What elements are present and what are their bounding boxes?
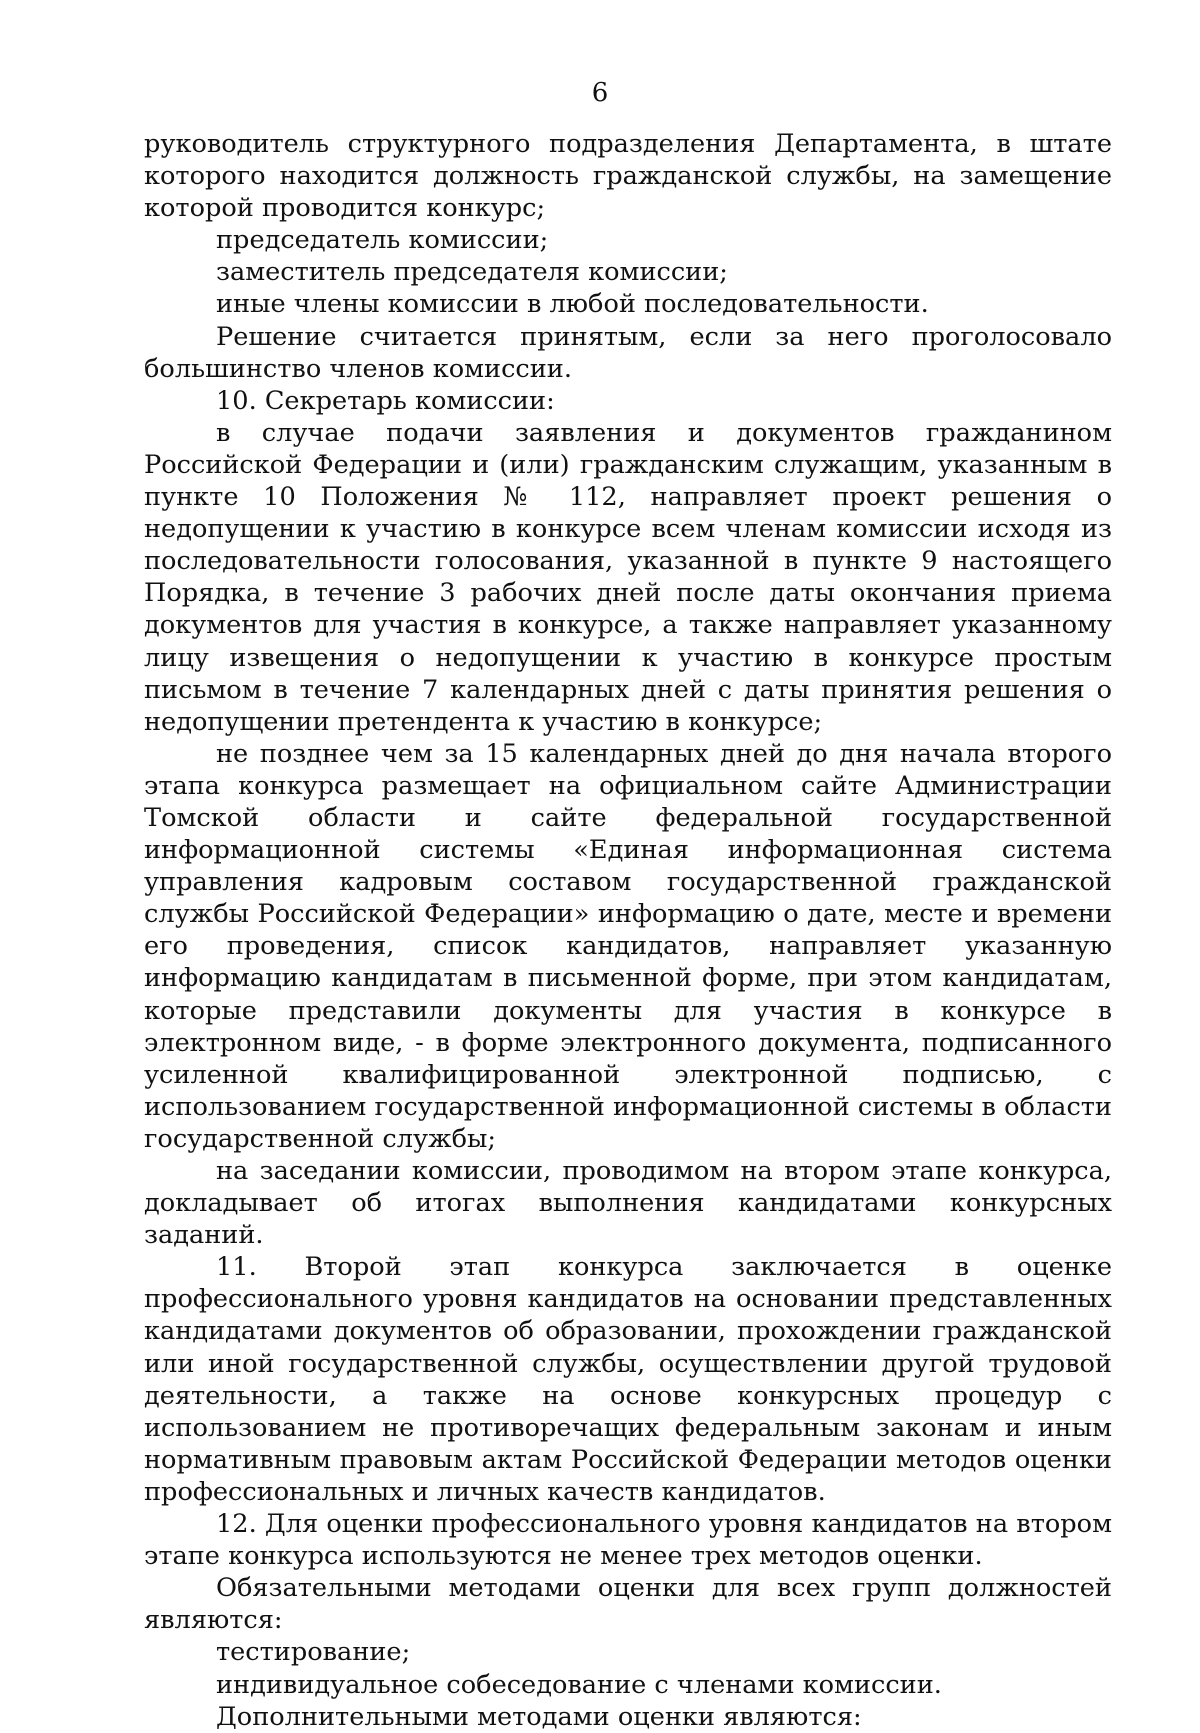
paragraph-other-members: иные члены комиссии в любой последовательности. xyxy=(216,289,929,320)
paragraph-section-12: 12. Для оценки профессионального уровня кандидатов на втором этапе конкурса используются не менее трех методов оценки. xyxy=(144,1509,1112,1572)
page-number: 6 xyxy=(591,78,609,108)
paragraph-testing: тестирование; xyxy=(216,1637,411,1668)
paragraph-report: на заседании комиссии, проводимом на втором этапе конкурса, докладывает об итогах выполнения кандидатами конкурсных заданий. xyxy=(144,1156,1112,1251)
paragraph-interview: индивидуальное собеседование с членами комиссии. xyxy=(216,1669,942,1700)
paragraph-section-10-heading: 10. Секретарь комиссии: xyxy=(216,385,555,416)
paragraph-section-11: 11. Второй этап конкурса заключается в оценке профессионального уровня кандидатов на основании представленных кандидатами документов об образовании, прохождении гражданской или иной государственной службы, осуществлении другой трудовой деятельности, а также на основе конкурсных процедур с использованием не противоречащих федеральным законам и иным нормативным правовым актам Российской Федерации методов оценки профессиональных и личных качеств кандидатов. xyxy=(144,1252,1112,1507)
paragraph-publication: не позднее чем за 15 календарных дней до дня начала второго этапа конкурса размещает на официальном сайте Администрации Томской области и сайте федеральной государственной информационной системы «Единая информационная система управления кадровым составом государственной гражданской службы Российской Федерации» информацию о дате, месте и времени его проведения, список кандидатов, направляет указанную информацию кандидатам в письменной форме, при этом кандидатам, которые представили документы для участия в конкурсе в электронном виде, - в форме электронного документа, подписанного усиленной квалифицированной электронной подписью, с использованием государственной информационной системы в области государственной службы; xyxy=(144,738,1112,1154)
paragraph-commission-head: руководитель структурного подразделения Департамента, в штате которого находится должность гражданской службы, на замещение которой проводится конкурс; xyxy=(144,129,1112,224)
paragraph-chairman: председатель комиссии; xyxy=(216,225,549,256)
paragraph-additional-methods: Дополнительными методами оценки являются: xyxy=(216,1701,862,1732)
paragraph-deputy-chairman: заместитель председателя комиссии; xyxy=(216,257,728,288)
paragraph-decision-rule: Решение считается принятым, если за него проголосовало большинство членов комиссии. xyxy=(144,321,1112,384)
paragraph-non-admission: в случае подачи заявления и документов гражданином Российской Федерации и (или) гражданским служащим, указанным в пункте 10 Положения № 112, направляет проект решения о недопущении к участию в конкурсе всем членам комиссии исходя из последовательности голосования, указанной в пункте 9 настоящего Порядка, в течение 3 рабочих дней после даты окончания приема документов для участия в конкурсе, а также направляет указанному лицу извещения о недопущении к участию в конкурсе простым письмом в течение 7 календарных дней с даты принятия решения о недопущении претендента к участию в конкурсе; xyxy=(144,417,1112,737)
paragraph-mandatory-methods: Обязательными методами оценки для всех групп должностей являются: xyxy=(144,1573,1112,1636)
document-body xyxy=(144,128,1112,1733)
